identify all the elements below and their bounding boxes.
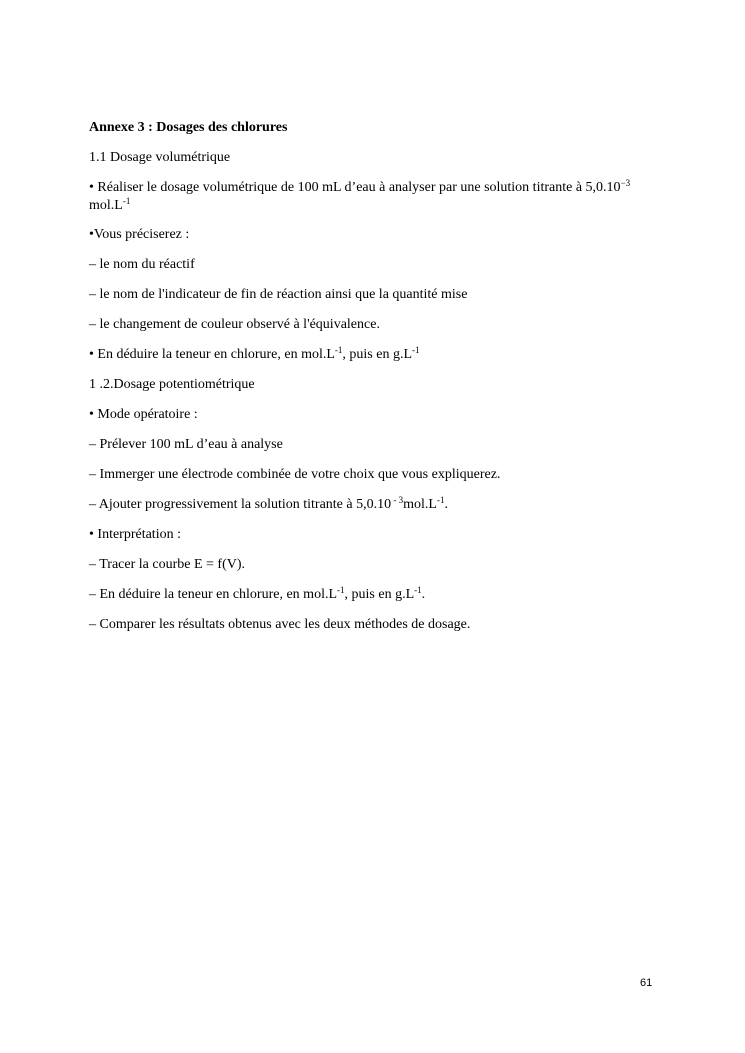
step-text: . [444,497,448,512]
unit-exponent: -1 [414,585,422,595]
unit-exponent: -1 [412,345,420,355]
list-item: – le changement de couleur observé à l'équivalence. [89,317,380,332]
unit-exponent: -1 [337,585,345,595]
section-heading-potentiometric: 1 .2.Dosage potentiométrique [89,377,255,392]
annex-title: Annexe 3 : Dosages des chlorures [89,120,288,135]
interp-text: . [421,587,426,602]
interp-text: – En déduire la teneur en chlorure, en mol.L [89,587,338,602]
interp-text: , puis en g.L [344,587,415,602]
mode-intro: • Mode opératoire : [89,407,198,422]
instruction-text: • Réaliser le dosage volumétrique de 100 mL d’eau à analyser par une solution titrante à 5,0.10 [89,180,621,195]
interpretation-item [89,586,649,603]
step-item: – Prélever 100 mL d’eau à analyse [89,437,283,452]
list-item: – le nom du réactif [89,257,195,272]
deduce-text: , puis en g.L [342,347,413,362]
list-item: – le nom de l'indicateur de fin de réaction ainsi que la quantité mise [89,287,468,302]
page-number: 61 [640,977,653,989]
specify-intro: •Vous préciserez : [89,227,190,242]
interpretation-item: – Comparer les résultats obtenus avec les deux méthodes de dosage. [89,617,471,632]
instruction-volumetric [89,179,649,215]
document-body [89,119,649,646]
step-text: – Ajouter progressivement la solution titrante à 5,0.10 [89,497,392,512]
unit-exponent: -1 [122,196,131,206]
interpretation-item: – Tracer la courbe E = f(V). [89,557,246,572]
step-text: mol.L [403,497,437,512]
deduce-text: • En déduire la teneur en chlorure, en mol.L [89,347,335,362]
unit-exponent: -1 [334,345,343,355]
concentration-exponent: - 3 [391,495,404,505]
concentration-exponent: −3 [620,178,631,188]
step-item [89,496,649,513]
interpretation-intro: • Interprétation : [89,527,181,542]
step-item: – Immerger une électrode combinée de votre choix que vous expliquerez. [89,467,501,482]
section-heading-volumetric: 1.1 Dosage volumétrique [89,150,231,165]
concentration-unit: mol.L [89,198,123,213]
deduce-volumetric [89,346,649,363]
unit-exponent: -1 [436,495,445,505]
